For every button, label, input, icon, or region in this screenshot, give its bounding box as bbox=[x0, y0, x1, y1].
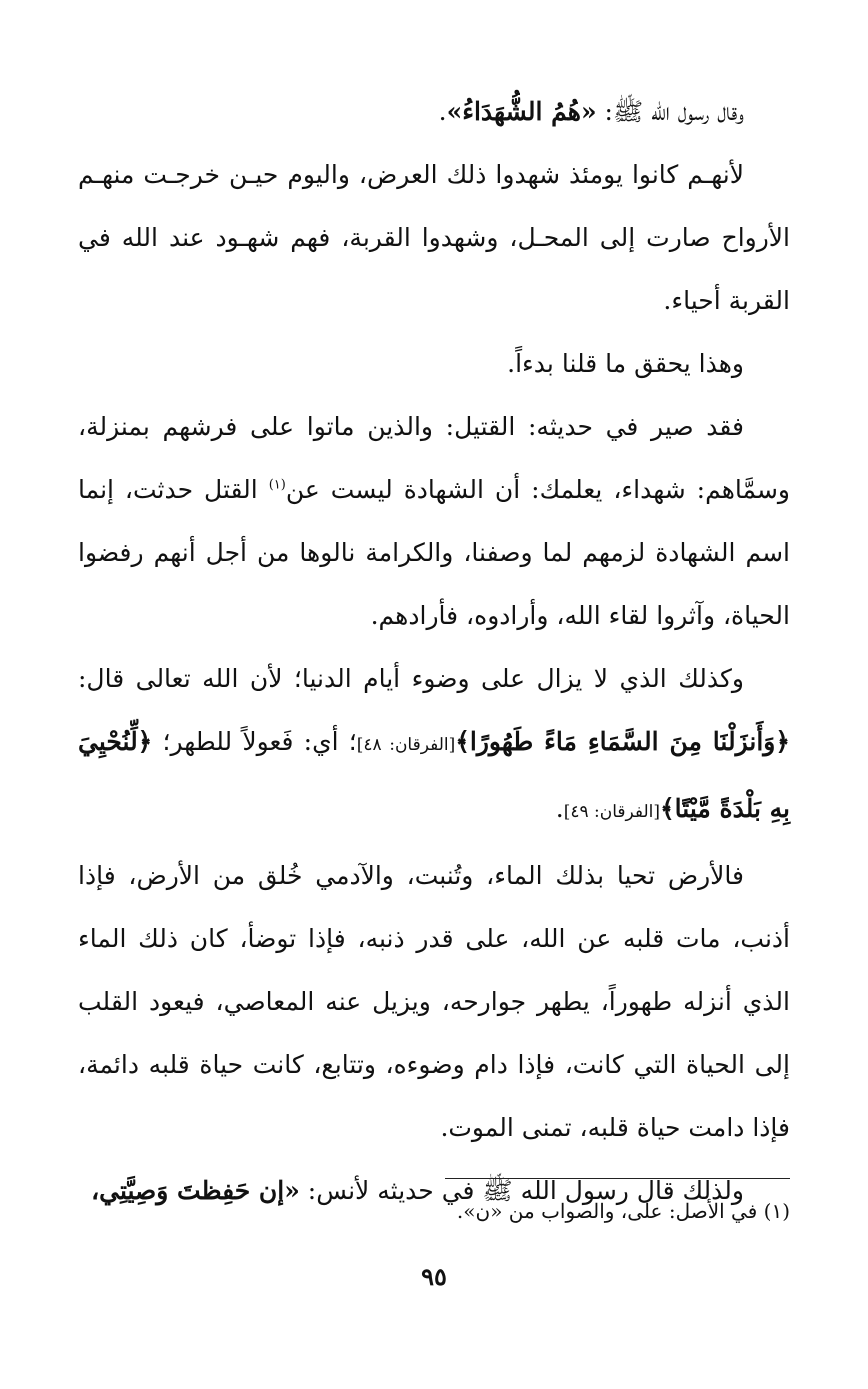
quran-verse-1: ﴿وَأَنزَلْنَا مِنَ السَّمَاءِ مَاءً طَهُورًا﴾ bbox=[455, 727, 790, 756]
paragraph-5-end: . bbox=[555, 794, 564, 823]
footnote-text: في الأصل: على، والصواب من «ن». bbox=[456, 1199, 758, 1223]
paragraph-5-lead: وكذلك الذي لا يزال على وضوء أيام الدنيا؛ لأن الله تعالى قال: bbox=[78, 664, 744, 693]
verse-reference-1: [الفرقان: ٤٨] bbox=[356, 735, 456, 755]
paragraph-3: وهذا يحقق ما قلنا بدءاً. bbox=[507, 349, 744, 378]
paragraph-5-middle: ؛ أي: فَعولاً للطهر؛ bbox=[152, 727, 357, 756]
page-number: ٩٥ bbox=[421, 1262, 447, 1291]
paragraph-5 bbox=[78, 647, 790, 844]
paragraph-2: لأنهـم كانوا يومئذ شهدوا ذلك العرض، واليوم حيـن خرجـت منهـم الأرواح صارت إلى المحـل، وشهدوا القربة، فهم شهـود عند الله في القربة أحياء. bbox=[78, 160, 790, 315]
paragraph-4 bbox=[78, 395, 790, 647]
verse-reference-2: [الفرقان: ٤٩] bbox=[563, 802, 661, 822]
hadith-quote-shuhada: «هُمُ الشُّهَدَاءُ» bbox=[446, 97, 597, 126]
paragraph-1-end: . bbox=[438, 97, 447, 126]
paragraph-1-lead: وقال رسول الله ﷺ: bbox=[596, 97, 744, 126]
footnote-reference-marker: (١) bbox=[268, 477, 286, 493]
footnote bbox=[78, 1194, 790, 1228]
quran-verse-2: ﴿لِّنُحْيِيَ بِهِ بَلْدَةً مَّيْتًا﴾ bbox=[78, 727, 790, 823]
main-text bbox=[78, 80, 790, 1222]
footnote-separator bbox=[445, 1178, 790, 1179]
paragraph-4-lead: فقد صير في حديثه: القتيل: والذين ماتوا على فرشهم بمنزلة، وسمَّاهم: شهداء، يعلمك: أن الشهادة ليست عن bbox=[78, 412, 791, 504]
paragraph-6: فالأرض تحيا بذلك الماء، وتُنبت، والآدمي خُلق من الأرض، فإذا أذنب، مات قلبه عن الله، على قدر ذنبه، فإذا توضأ، كان ذلك الماء الذي أنزله طهوراً، يطهر جوارحه، ويزيل عنه المعاصي، فيعود القلب إلى الحياة التي كانت، فإذا دام وضوءه، وتتابع، كانت حياة قلبه دائمة، فإذا دامت حياة قلبه، تمنى الموت. bbox=[78, 861, 790, 1142]
paragraph-4-rest: القتل حدثت، إنما اسم الشهادة لزمهم لما وصفنا، والكرامة نالوها من أجل أنهم رفضوا الحياة، وآثروا لقاء الله، وأرادوه، فأرادهم. bbox=[78, 475, 790, 630]
hadith-quote-wasiyya: «إن حَفِظتَ وَصِيَّتِي، bbox=[91, 1176, 300, 1205]
paragraph-7-lead: ولذلك قال رسول الله ﷺ في حديثه لأنس: bbox=[299, 1176, 744, 1205]
paragraph-1 bbox=[78, 80, 790, 143]
footnote-marker: (١) bbox=[763, 1199, 790, 1223]
